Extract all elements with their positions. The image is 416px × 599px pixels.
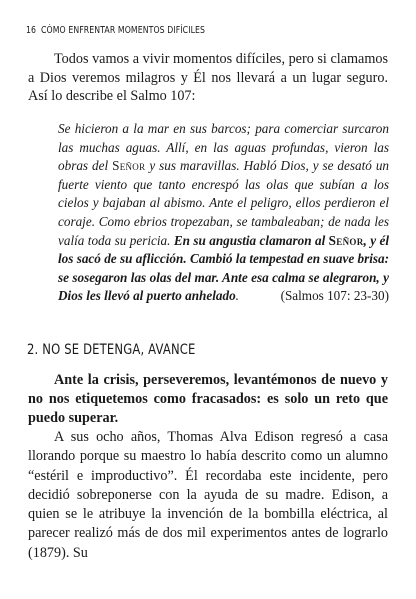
quote-lord-1: Señor bbox=[112, 158, 146, 174]
quote-part-2: y sus maravillas. Habló Dios, y se desató un fuerte viento que tanto encrespó las olas que subían a los cielos y bajaban al abismo. Ante el peligro, ellos perdieron el coraje. Como ebrios tropezaban, se tambaleaban; de nada les valía toda su pericia. bbox=[58, 158, 390, 248]
psalm-quote bbox=[58, 120, 389, 306]
quote-end: . bbox=[235, 288, 239, 304]
edison-paragraph: A sus ocho años, Thomas Alva Edison regresó a casa llorando porque su maestro lo había descrito como un alumno “estéril e improductivo”. Él recordaba este incidente, pero decidió sobreponerse con la ayuda de su madre. Edison, a quien se le atribuye la invención de la bombilla eléctrica, al parecer realizó más de dos mil experimentos antes de lograrlo (1879). Su bbox=[28, 429, 388, 561]
running-title: CÓMO ENFRENTAR MOMENTOS DIFÍCILES bbox=[41, 25, 206, 36]
quote-lord-2: Señor bbox=[328, 232, 364, 248]
section-heading: 2. NO SE DETENGA, AVANCE bbox=[27, 342, 196, 358]
section-lead: Ante la crisis, perseveremos, levantémonos de nuevo y no nos etiquetemos como fracasados: es solo un reto que puedo superar. bbox=[28, 372, 388, 426]
running-header bbox=[26, 25, 205, 36]
intro-paragraph: Todos vamos a vivir momentos difíciles, pero si clamamos a Dios veremos milagros y Él nos llevará a un lugar seguro. Así lo describe el Salmo 107: bbox=[28, 51, 388, 104]
page-number: 16 bbox=[26, 25, 37, 36]
quote-part-1: Se hicieron a la mar en sus barcos; para comerciar surcaron las muchas aguas. Allí, en las aguas profundas, vieron las obras del bbox=[58, 121, 389, 174]
quote-bold-1: En su angustia clamaron al bbox=[173, 232, 329, 248]
quote-bold-2: , y él los sacó de su aflicción. Cambió la tempestad en suave brisa: se sosegaron las olas del mar. Ante esa calma se alegraron, y Dios les llevó al puerto anhelado bbox=[58, 232, 389, 304]
quote-citation: (Salmos 107: 23-30) bbox=[280, 288, 389, 304]
